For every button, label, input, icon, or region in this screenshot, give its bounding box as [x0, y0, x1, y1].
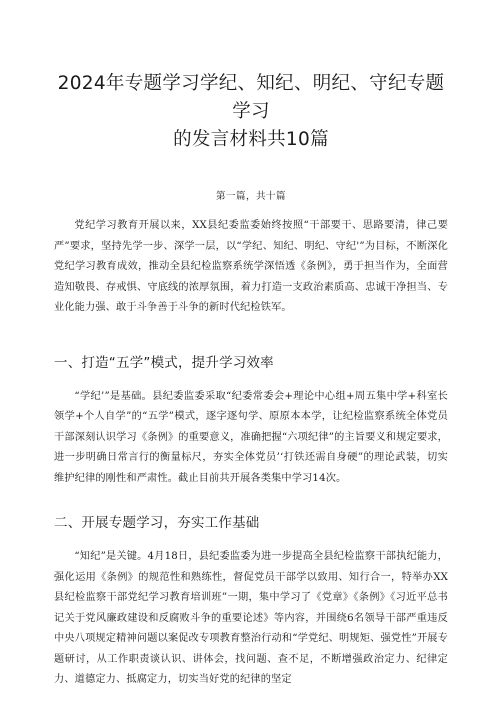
- intro-paragraph: 党纪学习教育开展以来，XX县纪委监委始终按照“干部要干、思路要清，律己要严”要求，坚持先学一步、深学一层，以“学纪、知纪、明纪、守纪'”为目标，不断深化党纪学习教育成效，推动全县纪检监察系统学深悟透《条例》，勇于担当作为，全面营造知敬畏、存戒惧、守底线的浓厚氛围，着力打造一支政治素质高、忠诚干净担当、专业化能力强、敢于斗争善于斗争的新时代纪检铁军。: [54, 220, 448, 313]
- document-title: [54, 0, 448, 154]
- title-line-1: 2024年专题学习学纪、知纪、明纪、守纪专题学习: [57, 73, 445, 122]
- title-line-2: 的发言材料共10篇: [173, 129, 329, 150]
- section-2-paragraph: “知纪”是关键。4月18日，县纪委监委为进一步提高全县纪检监察干部执纪能力，强化运用《条例》的规范性和熟练性，督促党员干部学以致用、知行合一，特举办XX县纪检监察干部党纪学习教育培训班”一期，集中学习了《党章》《条例》《习近平总书记关于党风廉政建设和反腐败斗争的重要论述》等内容，并围绕6名领导干部严重违反中央八项规定精神问题以案促改专项教育整治行动和“学党纪、明规矩、强党性”开展专题研讨，从工作职责谈认识、讲体会，找问题、查不足，不断增强政治定力、纪律定力、道德定力、抵腐定力，切实当好党的纪律的坚定: [54, 551, 448, 685]
- section-2-heading: 二、开展专题学习，夯实工作基础: [54, 515, 260, 531]
- section-1-heading: 一、打造“五学”模式，提升学习效率: [54, 354, 274, 371]
- document-subtitle: 第一篇，共十篇: [215, 191, 286, 202]
- section-1-paragraph: “学纪’”是基础。县纪委监委采取“纪委常委会+理论中心组+周五集中学+科室长领学+个人自学”的“五学”模式，逐字逐句学、原原本本学，让纪检监察系统全体党员干部深刻认识学习《条例》的重要意义，准确把握“六项纪律”的主旨要义和规定要求，进一步明确日常言行的衡量标尺，夯实全体党员’‘打铁还需自身硬”的理论武装，切实维护纪律的刚性和严肃性。截止目前共开展各类集中学习14次。: [54, 390, 448, 484]
